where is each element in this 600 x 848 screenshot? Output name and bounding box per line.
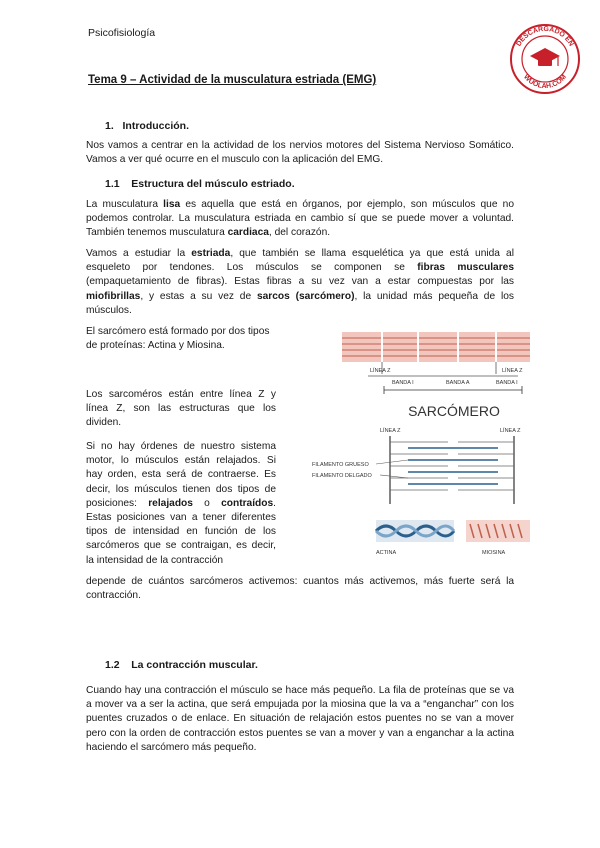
section-1-1-heading: 1.1 Estructura del músculo estriado. — [105, 178, 295, 190]
label-actina: ACTINA — [376, 550, 397, 556]
actina-illustration — [376, 520, 454, 542]
label-linea-z2-right: LÍNEA Z — [500, 428, 521, 434]
stamp-top-text: DESCARGADO EN — [515, 25, 575, 48]
label-banda-i-right: BANDA I — [496, 380, 518, 386]
paragraph-musculatura: La musculatura lisa es aquella que está en órganos, por ejemplo, son músculos que no podemos controlar. La musculatura estriada en cambio sí que se puede mover a voluntad. También tenemos musculatura cardiaca, del corazón. — [86, 199, 514, 239]
label-filamento-grueso: FILAMENTO GRUESO — [312, 462, 369, 468]
section-1-2-heading: 1.2 La contracción muscular. — [105, 659, 258, 671]
page-title: Tema 9 – Actividad de la musculatura estriada (EMG) — [88, 74, 377, 86]
label-sarcomero: SARCÓMERO — [408, 403, 500, 419]
stamp-bottom-text: WUOLAH.COM — [521, 73, 569, 91]
graduation-cap-icon — [530, 48, 560, 66]
paragraph-contraccion-cont: depende de cuántos sarcómeros activemos: cuantos más activemos, más fuerte será la contracción. — [86, 576, 514, 602]
paragraph-estriada: Vamos a estudiar la estriada, que también se llama esquelética ya que está unida al esqueleto por tendones. Los músculos se componen se fibras musculares (empaquetamiento de fibras). Estas fibras a su vez van a estar compuestas por las miofibrillas, y estas a su vez de sarcos (sarcómero), la unidad más pequeña de los músculos. — [86, 248, 514, 316]
wuolah-stamp — [508, 22, 582, 96]
section-1-paragraph: Nos vamos a centrar en la actividad de los nervios motores del Sistema Nervioso Somático. Vamos a ver qué ocurre en el musculo con la aplicación del EMG. — [86, 140, 514, 166]
sarcomere-figure — [308, 330, 532, 576]
course-header: Psicofisiología — [88, 27, 156, 39]
paragraph-ordenes: Si no hay órdenes de nuestro sistema motor, lo músculos están relajados. Si hay orden, esta será de contraerse. Es decir, los músculos tienen dos tipos de posiciones: relajados o contraídos. Estas posiciones van a tener diferentes tipos de intensidad en función de los sarcómeros que se contraigan, es decir, la intensidad de la contracción — [86, 441, 276, 566]
label-banda-i-left: BANDA I — [392, 380, 414, 386]
label-linea-z2-left: LÍNEA Z — [380, 428, 401, 434]
paragraph-lineas-z: Los sarcoméros están entre línea Z y línea Z, son las estructuras que los dividen. — [86, 389, 276, 429]
label-miosina: MIOSINA — [482, 550, 506, 556]
miosina-illustration — [466, 520, 530, 542]
label-linea-z-left: LÍNEA Z — [370, 368, 391, 374]
muscle-fiber-illustration — [342, 332, 530, 362]
paragraph-contraccion-muscular: Cuando hay una contracción el músculo se hace más pequeño. La fila de proteínas que se va a mover va a ser la actina, que será empujada por la miosina que la va a “enganchar” con los puentes cruzados o de enlace. En situación de relajación estos puentes no se van a mover pero con la orden de contracción estos puentes se van a mover y van a enganchar a la actina haciendo el sarcómero más pequeño. — [86, 685, 514, 753]
paragraph-sarcomero-proteinas: El sarcómero está formado por dos tipos de proteínas: Actina y Miosina. — [86, 326, 270, 352]
label-filamento-delgado: FILAMENTO DELGADO — [312, 473, 372, 479]
label-banda-a: BANDA A — [446, 380, 470, 386]
sarcomere-filaments — [390, 436, 514, 504]
section-1-heading: 1. Introducción. — [105, 120, 190, 132]
label-linea-z-right: LÍNEA Z — [502, 368, 523, 374]
